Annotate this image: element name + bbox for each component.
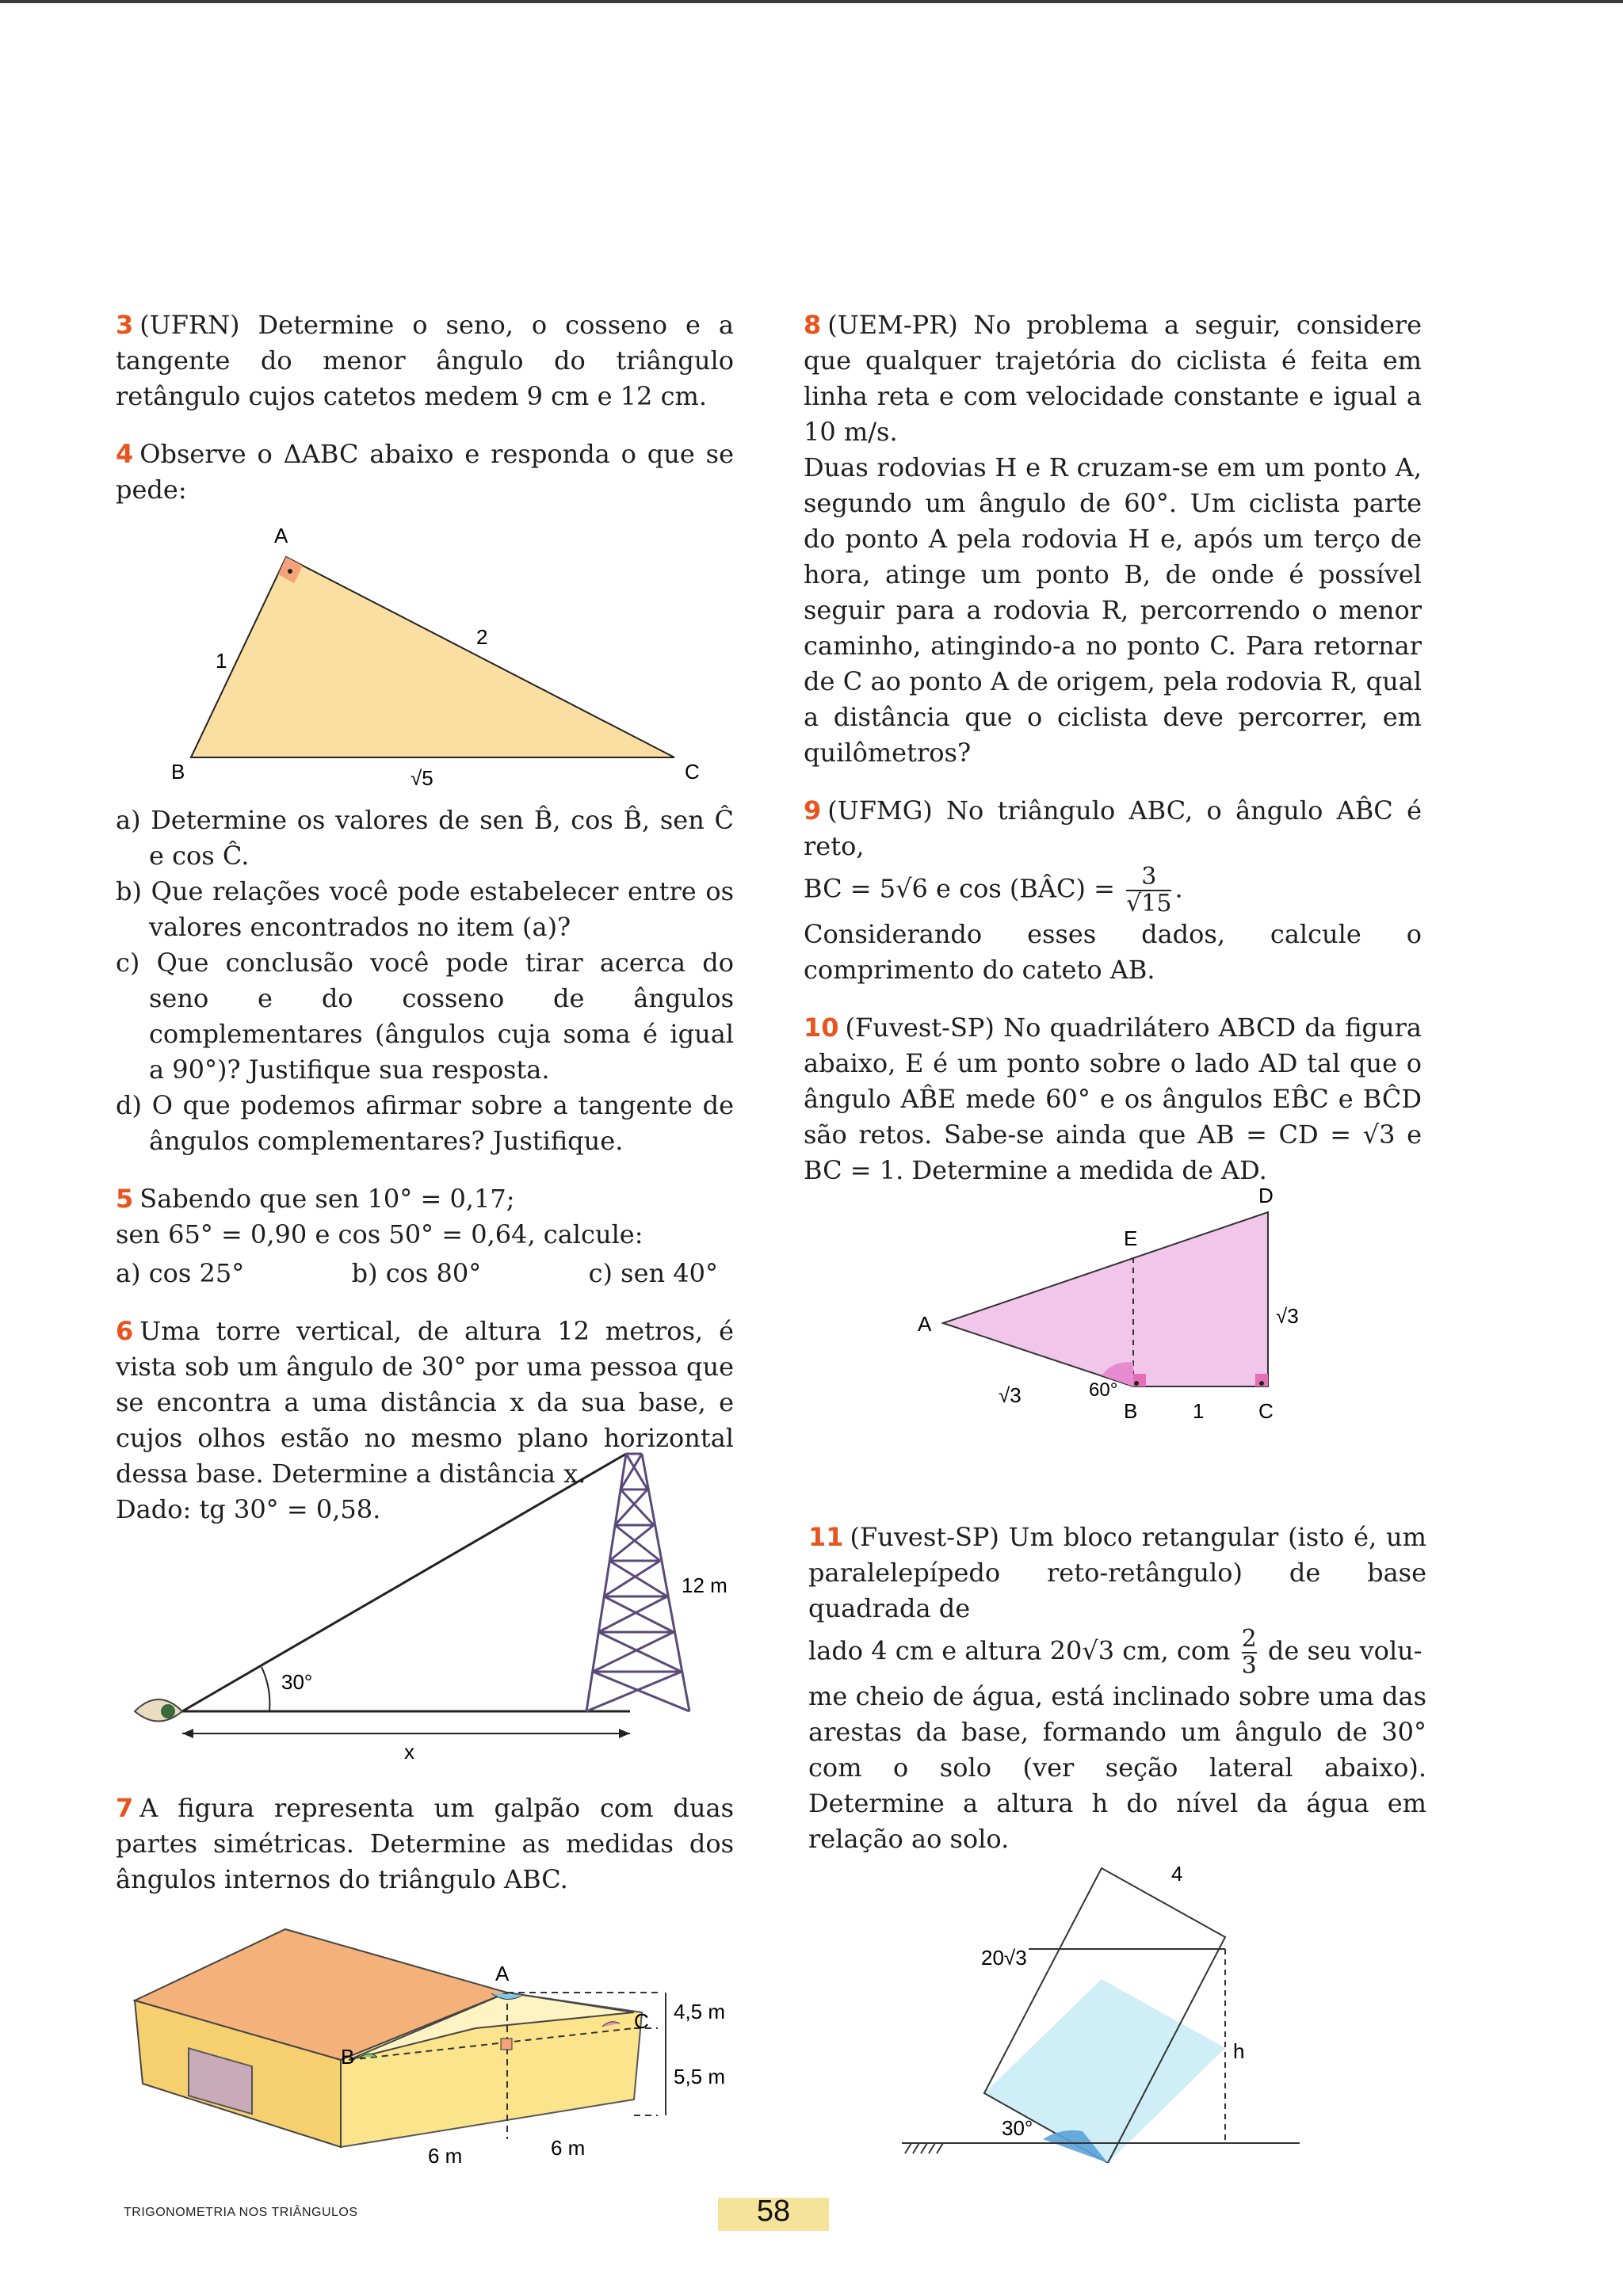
question-text: A figura representa um galpão com duas partes simétricas. Determine as medidas dos ângulos internos do triângulo ABC.: [116, 1793, 734, 1894]
warehouse-figure: [119, 1925, 753, 2187]
triangle-abc-figure: [116, 508, 734, 793]
h-label: h: [1233, 2039, 1245, 2063]
vertex-b: B: [341, 2045, 355, 2069]
vertex-b: B: [1124, 1399, 1138, 1423]
side-ab-label: 1: [216, 649, 227, 673]
given-data: Dado: tg 30° = 0,58.: [116, 1494, 381, 1524]
question-text: (UEM-PR) No problema a seguir, considere que qualquer trajetória do ciclista é feita em linha reta e com velocidade constante e igual a 10 m/s.: [804, 310, 1422, 447]
vertex-c: C: [685, 760, 700, 784]
page-number: 58: [756, 2195, 791, 2228]
question-number: 8: [804, 310, 822, 340]
width-right: 6 m: [551, 2136, 586, 2160]
side-label: 4: [1171, 1862, 1183, 1886]
quadrilateral-figure: [903, 1180, 1316, 1466]
question-7: [116, 1791, 734, 1897]
question-5: [116, 1181, 734, 1291]
vertex-c: C: [634, 2009, 649, 2033]
question-number: 3: [116, 310, 134, 340]
question-text-line2: sen 65° = 0,90 e cos 50° = 0,64, calcule:: [116, 1219, 643, 1249]
side-cd-label: √3: [1276, 1304, 1299, 1328]
angle-label: 30°: [281, 1670, 313, 1694]
vertex-a: A: [495, 1962, 510, 1985]
vertex-b: B: [171, 760, 185, 784]
question-text-2: Duas rodovias H e R cruzam-se em um ponto A, segundo um ângulo de 60°. Um ciclista parte do ponto A pela rodovia H e, após um terço de hora, atinge um ponto B, de onde é possível seguir para a rodovia R, percorrendo o menor caminho, atingindo-a no ponto C. Para retornar de C ao ponto A de origem, pela rodovia R, qual a distância que o ciclista deve percorrer, em quilômetros?: [804, 452, 1422, 768]
height-label: 12 m: [682, 1573, 727, 1597]
angle-label: 30°: [1002, 2116, 1033, 2140]
question-4: [116, 437, 734, 1159]
eye-icon: [135, 1699, 182, 1722]
ground-hatch: [905, 2143, 943, 2153]
given-expression: BC = 5√6 e cos (BÂC) =: [804, 873, 1115, 904]
question-number: 9: [804, 795, 822, 826]
height-upper: 4,5 m: [674, 2000, 726, 2023]
right-column: [804, 307, 1422, 1211]
item-a: a) cos 25°: [116, 1258, 245, 1288]
item-c: c) Que conclusão você pode tirar acerca do seno e do cosseno de ângulos complementares (ângulos cuja soma é igual a 90°)? Justifique sua resposta.: [116, 948, 734, 1085]
item-a: a) Determine os valores de sen B̂, cos B̂, sen Ĉ e cos Ĉ.: [116, 805, 734, 871]
question-number: 5: [116, 1184, 134, 1214]
question-3: [116, 307, 734, 414]
vertex-a: A: [274, 524, 288, 547]
distance-label: x: [404, 1740, 414, 1764]
tower-icon: [586, 1454, 689, 1711]
length-label: 20√3: [981, 1946, 1027, 1970]
side-bc-label: √5: [411, 766, 433, 790]
question-text: Observe o ΔABC abaixo e responda o que se pede:: [116, 439, 734, 505]
question-text: (Fuvest-SP) Um bloco retangular (isto é, um paralelepípedo reto-retângulo) de base quadrada de: [808, 1522, 1426, 1623]
question-number: 10: [804, 1013, 839, 1043]
question-8: [804, 307, 1422, 771]
question-text-3: me cheio de água, está inclinado sobre uma das arestas da base, formando um ângulo de 30° com o solo (ver seção lateral abaixo). Determine a altura h do nível da água em relação ao solo.: [808, 1681, 1426, 1854]
side-ac-label: 2: [476, 625, 488, 649]
vertex-d: D: [1258, 1184, 1274, 1207]
question-text-2: lado 4 cm e altura 20√3 cm, com: [808, 1635, 1231, 1666]
side-ab-label: √3: [999, 1383, 1022, 1407]
question-text: (Fuvest-SP) No quadrilátero ABCD da figura abaixo, E é um ponto sobre o lado AD tal que o ângulo AB̂E mede 60° e os ângulos EB̂C e BĈD são retos. Sabe-se ainda que AB = CD = √3 e BC = 1. Determine a medida de AD.: [804, 1013, 1422, 1185]
section-footer: TRIGONOMETRIA NOS TRIÂNGULOS: [124, 2206, 358, 2219]
tilted-block-figure: [896, 1846, 1308, 2163]
question-11: [808, 1520, 1426, 1857]
angle-label: 60°: [1089, 1379, 1118, 1401]
question-number: 4: [116, 439, 134, 469]
top-rule: [0, 0, 1623, 3]
question-number: 6: [116, 1316, 134, 1346]
vertex-a: A: [918, 1312, 932, 1336]
vertex-e: E: [1124, 1226, 1138, 1250]
question-9: 9 (UFMG) No triângulo ABC, o ângulo AB̂C é reto, BC = 5√6 e cos (BÂC) = $\frac{3}{√15}$ . Considerando esses dados, calcule o comprimento do cateto AB.: [804, 793, 1422, 988]
side-bc-label: 1: [1193, 1399, 1205, 1423]
question-text: Sabendo que sen 10° = 0,17;: [139, 1184, 515, 1214]
question-text: Uma torre vertical, de altura 12 metros, é vista sob um ângulo de 30° por uma pessoa que se encontra a uma distância x da sua base, e cujos olhos estão no mesmo plano horizontal dessa base. Determine a distância x.: [116, 1316, 734, 1489]
item-d: d) O que podemos afirmar sobre a tangente de ângulos complementares? Justifique.: [116, 1090, 734, 1156]
item-b: b) cos 80°: [351, 1258, 482, 1288]
width-left: 6 m: [428, 2144, 463, 2168]
question-10: [804, 1010, 1422, 1188]
fraction: $\frac{2}{3}$: [1241, 1625, 1257, 1680]
item-b: b) Que relações você pode estabelecer entre os valores encontrados no item (a)?: [116, 876, 734, 942]
question-text: (UFRN) Determine o seno, o cosseno e a tangente do menor ângulo do triângulo retângulo cujos catetos medem 9 cm e 12 cm.: [116, 310, 734, 411]
question-text: (UFMG) No triângulo ABC, o ângulo AB̂C é reto,: [804, 795, 1422, 861]
question-number: 11: [808, 1522, 844, 1552]
question-text-3: Considerando esses dados, calcule o comprimento do cateto AB.: [804, 919, 1422, 985]
tower-figure: [119, 1442, 737, 1767]
left-column: [116, 307, 734, 1550]
height-lower: 5,5 m: [674, 2065, 726, 2088]
question-text-2b: de seu volu-: [1267, 1635, 1423, 1666]
item-c: c) sen 40°: [588, 1258, 718, 1288]
question-number: 7: [116, 1793, 134, 1823]
vertex-c: C: [1258, 1399, 1274, 1423]
fraction: $\frac{3}{√15}$: [1126, 863, 1172, 917]
